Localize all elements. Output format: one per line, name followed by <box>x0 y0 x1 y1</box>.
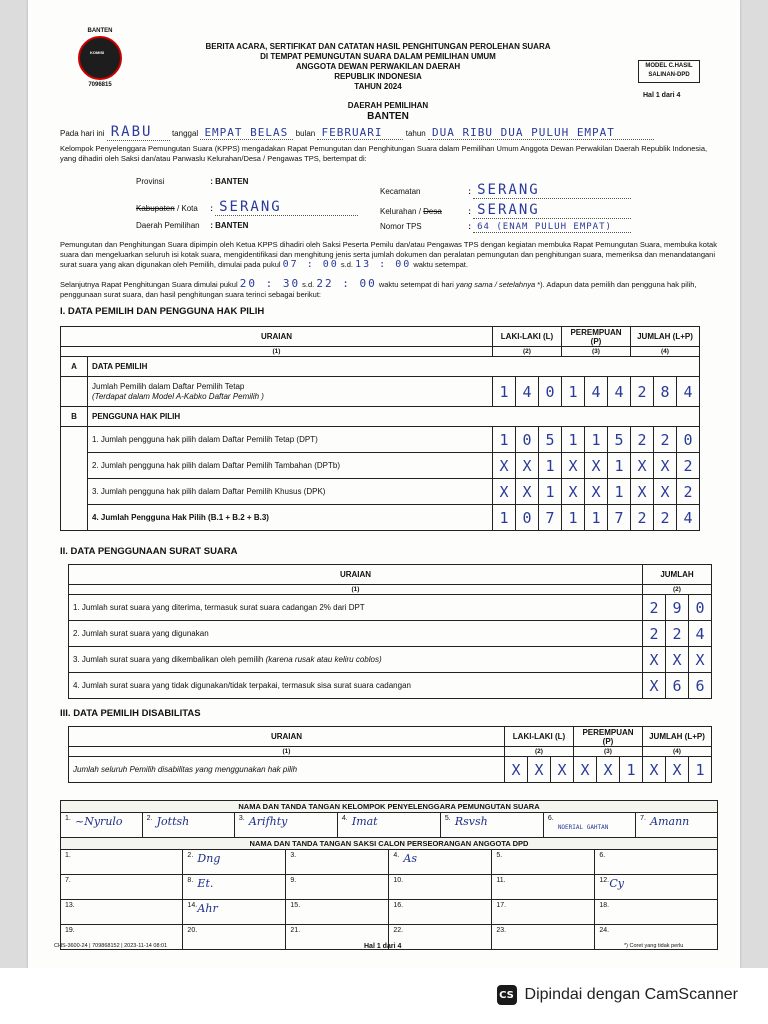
saksi-signature: 17. <box>492 900 595 925</box>
saksi-signature: 20. <box>183 925 286 950</box>
col-num: (2) <box>493 347 562 357</box>
digit-cell: 2 <box>631 505 654 531</box>
footer-page: Hal 1 dari 4 <box>364 943 402 950</box>
counting-option: yang sama / setelahnya <box>455 280 536 289</box>
signature-scribble: Dng <box>197 852 221 865</box>
model-box <box>638 60 700 83</box>
signature-scribble: As <box>403 852 417 865</box>
provinsi-value: BANTEN <box>215 177 249 186</box>
kabupaten-struck: Kabupaten <box>136 204 175 213</box>
col-num: (1) <box>61 347 493 357</box>
seal-icon <box>78 36 122 80</box>
logo-bottom-text: 7096815 <box>88 82 112 88</box>
row-label: 3. Jumlah pengguna hak pilih dalam Daftar Pemilih Khusus (DPK) <box>88 479 493 505</box>
section3-table <box>68 726 712 783</box>
kecamatan-label: Kecamatan <box>380 187 421 196</box>
digit-cell: 8 <box>654 377 677 407</box>
digit-cell: X <box>516 479 539 505</box>
pada-hari-label: Pada hari ini <box>60 129 105 138</box>
saksi-signature: 22. <box>389 925 492 950</box>
saksi-signature: 4. As <box>389 850 492 875</box>
saksi-signature: 18. <box>595 900 718 925</box>
kelurahan-row: Kelurahan / Desa : SERANG <box>380 202 631 219</box>
col-perempuan: PEREMPUAN (P) <box>562 327 631 347</box>
digit-cell: 6 <box>689 673 712 699</box>
row-label: 1. Jumlah surat suara yang diterima, termasuk surat suara cadangan 2% dari DPT <box>69 595 643 621</box>
counting-text: *). Adapun data pemilih dan pengguna hak pilih, penggunaan surat suara, dan hasil penghitungan suara terinci sebagai berikut: <box>60 280 697 299</box>
bulan-value: FEBRUARI <box>321 126 383 139</box>
row-label: 2. Jumlah pengguna hak pilih dalam Daftar Pemilih Tambahan (DPTb) <box>88 453 493 479</box>
digit-cell: 1 <box>608 479 631 505</box>
digit-cell: X <box>528 757 551 783</box>
digit-cell: 2 <box>643 595 666 621</box>
digit-cell: X <box>585 479 608 505</box>
digit-cell: 5 <box>539 427 562 453</box>
kpps-signature: 1. ~Nyrulo <box>61 813 143 838</box>
table-row <box>61 479 700 505</box>
digit-cell: 2 <box>631 377 654 407</box>
section3-title: III. DATA PEMILIH DISABILITAS <box>60 708 201 719</box>
section1-table <box>60 326 700 531</box>
model-line: MODEL C.HASIL <box>645 63 693 69</box>
kota-value: SERANG <box>219 199 282 215</box>
col-uraian: URAIAN <box>61 327 493 347</box>
sd-text: s.d. <box>302 280 315 289</box>
bulan-field <box>317 126 403 140</box>
digit-cell: 2 <box>631 427 654 453</box>
digit-cell: X <box>562 479 585 505</box>
kecamatan-value: SERANG <box>477 182 540 198</box>
saksi-signature: 23. <box>492 925 595 950</box>
digit-cell: 4 <box>677 377 700 407</box>
table-row <box>61 453 700 479</box>
tps-row: Nomor TPS : 64 (ENAM PULUH EMPAT) <box>380 222 631 233</box>
kota-label: / Kota <box>176 204 198 213</box>
digit-cell: 1 <box>539 479 562 505</box>
title-line: BERITA ACARA, SERTIFIKAT DAN CATATAN HASIL PENGHITUNGAN PEROLEHAN SUARA <box>205 42 551 51</box>
tanggal-value: EMPAT BELAS <box>204 126 289 139</box>
signature-scribble: Rsvsh <box>454 815 488 828</box>
row-label-line: Jumlah Pemilih dalam Daftar Pemilih Tetap <box>92 381 245 391</box>
saksi-signature: 9. <box>286 875 389 900</box>
digit-cell: X <box>631 479 654 505</box>
col-laki: LAKI-LAKI (L) <box>493 327 562 347</box>
digit-cell: X <box>505 757 528 783</box>
kpu-logo <box>70 28 130 98</box>
process-paragraph <box>60 240 732 270</box>
section2-table <box>68 564 712 699</box>
dapil-row: Daerah Pemilihan : BANTEN <box>136 221 249 230</box>
camscanner-icon: CS <box>497 985 517 1005</box>
digit-cell: 7 <box>608 505 631 531</box>
saksi-signature: 2. Dng <box>183 850 286 875</box>
digit-cell: 1 <box>493 427 516 453</box>
section1-title: I. DATA PEMILIH DAN PENGGUNA HAK PILIH <box>60 306 265 317</box>
col-num: (1) <box>69 585 643 595</box>
counting-text: waktu setempat di hari <box>378 280 454 289</box>
model-line: SALINAN-DPD <box>648 72 690 78</box>
kecamatan-field <box>473 182 631 199</box>
table-row <box>69 647 712 673</box>
document-title <box>138 42 618 92</box>
kelurahan-value: SERANG <box>477 202 540 218</box>
daerah-pemilihan <box>318 100 458 122</box>
page-number-header: Hal 1 dari 4 <box>643 92 681 99</box>
digit-cell: 1 <box>493 377 516 407</box>
kpps-name: NOERIAL GAHTAN <box>557 824 609 831</box>
digit-cell: X <box>643 757 666 783</box>
col-jumlah: JUMLAH (L+P) <box>631 327 700 347</box>
title-line: TAHUN 2024 <box>354 82 402 91</box>
kecamatan-row: Kecamatan : SERANG <box>380 182 631 199</box>
dapil-label: Daerah Pemilihan <box>136 221 200 230</box>
row-label: Jumlah seluruh Pemilih disabilitas yang menggunakan hak pilih <box>69 757 505 783</box>
process-text: Pemungutan dan Penghitungan Suara dipimpin oleh Ketua KPPS dihadiri oleh Saksi Peserta Pemilu dan/atau Pengawas TPS dengan kegiatan membuka Rapat Pemungutan Suara, membuka kotak suara dan mengeluarkan seluruh isi kotak suara, mengidentifikasi dan menghitung jenis serta jumlah dokumen dan peralatan pemungutan dan penghitungan suara, memeriksa dan menandatangani surat suara yang akan digunakan oleh Pemilih, dimulai pada pukul <box>60 240 717 269</box>
sd-text: s.d. <box>340 260 353 269</box>
kelurahan-field <box>473 202 631 219</box>
digit-cell: 4 <box>585 377 608 407</box>
digit-cell: 1 <box>539 453 562 479</box>
saksi-signature: 11. <box>492 875 595 900</box>
digit-cell: 6 <box>666 673 689 699</box>
digit-cell: X <box>597 757 620 783</box>
row-label <box>69 647 643 673</box>
row-label: 2. Jumlah surat suara yang digunakan <box>69 621 643 647</box>
digit-cell: 2 <box>654 505 677 531</box>
intro-line <box>60 124 654 141</box>
saksi-signature: 12. Cy <box>595 875 718 900</box>
digit-cell: 0 <box>677 427 700 453</box>
camscanner-watermark <box>497 985 738 1005</box>
provinsi-row: Provinsi : BANTEN <box>136 177 249 186</box>
hari-field <box>107 124 170 141</box>
digit-cell: X <box>551 757 574 783</box>
col-num: (4) <box>643 747 712 757</box>
digit-cell: 2 <box>666 621 689 647</box>
col-num: (3) <box>562 347 631 357</box>
camscanner-label: Dipindai dengan CamScanner <box>524 986 738 1003</box>
col-num: (1) <box>69 747 505 757</box>
digit-cell: 5 <box>608 427 631 453</box>
saksi-signature: 6. <box>595 850 718 875</box>
document-page <box>28 0 740 968</box>
row-label <box>88 377 493 407</box>
kelurahan-label: Kelurahan / <box>380 207 421 216</box>
saksi-title: NAMA DAN TANDA TANGAN SAKSI CALON PERSEORANGAN ANGGOTA DPD <box>61 838 718 850</box>
title-line: DI TEMPAT PEMUNGUTAN SUARA DALAM PEMILIHAN UMUM <box>260 52 496 61</box>
col-num: (2) <box>643 585 712 595</box>
tps-label: Nomor TPS <box>380 222 422 231</box>
table-row <box>61 505 700 531</box>
digit-cell: X <box>666 647 689 673</box>
tahun-label: tahun <box>405 129 426 138</box>
digit-cell: X <box>666 757 689 783</box>
digit-cell: 1 <box>620 757 643 783</box>
row-label-note: (karena rusak atau keliru coblos) <box>265 655 382 664</box>
digit-cell: X <box>643 673 666 699</box>
col-uraian: URAIAN <box>69 727 505 747</box>
logo-top-text: BANTEN <box>87 28 113 34</box>
count-start-time: 20 : 30 <box>239 277 301 290</box>
digit-cell: 4 <box>608 377 631 407</box>
saksi-signature: 7. <box>61 875 183 900</box>
digit-cell: X <box>643 647 666 673</box>
digit-cell: 4 <box>516 377 539 407</box>
digit-cell: 1 <box>689 757 712 783</box>
saksi-signature: 5. <box>492 850 595 875</box>
kota-field <box>215 199 358 216</box>
table-row <box>69 621 712 647</box>
digit-cell: 1 <box>585 505 608 531</box>
section-b-label: B <box>61 407 88 427</box>
signature-scribble: Et. <box>197 877 214 890</box>
logo-mid-text: KOMISI <box>90 50 105 55</box>
counting-paragraph <box>60 279 732 300</box>
col-perempuan: PEREMPUAN (P) <box>574 727 643 747</box>
intro-paragraph: Kelompok Penyelenggara Pemungutan Suara (KPPS) mengadakan Rapat Pemungutan dan Penghitungan Suara dalam Pemilihan Umum Anggota Dewan Perwakilan Daerah Republik Indonesia, yang dihadiri oleh Saksi dan/atau Panwaslu Kelurahan/Desa / Pengawas TPS, bertempat di: <box>60 144 708 163</box>
kpps-signature: 7. Amann <box>636 813 718 838</box>
signature-scribble: Jottsh <box>156 815 190 828</box>
row-label-line: (Terdapat dalam Model A-Kabko Daftar Pemilih ) <box>92 391 264 401</box>
daerah-label: DAERAH PEMILIHAN <box>347 101 429 110</box>
digit-cell: X <box>516 453 539 479</box>
kpps-signature: 6. NOERIAL GAHTAN <box>543 813 635 838</box>
digit-cell: 1 <box>562 505 585 531</box>
digit-cell: X <box>654 453 677 479</box>
signature-scribble: Imat <box>351 815 378 828</box>
footer-code: CHS-3600-24 | 709868152 | 2023-11-14 08:01 <box>54 943 168 949</box>
digit-cell: 9 <box>666 595 689 621</box>
kota-row: Kabupaten / Kota : SERANG <box>136 199 358 216</box>
digit-cell: 0 <box>516 505 539 531</box>
provinsi-label: Provinsi <box>136 177 165 186</box>
table-row <box>61 427 700 453</box>
digit-cell: X <box>493 453 516 479</box>
digit-cell: X <box>493 479 516 505</box>
tahun-field <box>428 126 654 140</box>
end-time: 13 : 00 <box>355 259 412 270</box>
digit-cell: 0 <box>689 595 712 621</box>
digit-cell: 2 <box>643 621 666 647</box>
table-row <box>69 673 712 699</box>
row-label: 4. Jumlah Pengguna Hak Pilih (B.1 + B.2 + B.3) <box>88 505 493 531</box>
start-time: 07 : 00 <box>282 259 339 270</box>
digit-cell: X <box>689 647 712 673</box>
digit-cell: X <box>631 453 654 479</box>
table-row <box>69 757 712 783</box>
kpps-signature: 4. Imat <box>337 813 440 838</box>
col-num: (2) <box>505 747 574 757</box>
saksi-signature: 14. Ahr <box>183 900 286 925</box>
saksi-signature: 15. <box>286 900 389 925</box>
tanggal-label: tanggal <box>171 129 199 138</box>
hari-value: RABU <box>110 124 153 140</box>
digit-cell: 1 <box>608 453 631 479</box>
digit-cell: 1 <box>562 427 585 453</box>
row-label: 1. Jumlah pengguna hak pilih dalam Daftar Pemilih Tetap (DPT) <box>88 427 493 453</box>
table-row <box>61 377 700 407</box>
digit-cell: 4 <box>677 505 700 531</box>
table-row <box>69 595 712 621</box>
col-jumlah: JUMLAH (L+P) <box>643 727 712 747</box>
signature-scribble: Cy <box>609 877 624 890</box>
kpps-signature: 3. Arifhty <box>234 813 337 838</box>
saksi-signature: 1. <box>61 850 183 875</box>
kpps-signature: 5. Rsvsh <box>440 813 543 838</box>
saksi-signature: 24. <box>595 925 718 950</box>
saksi-signature: 21. <box>286 925 389 950</box>
waktu-text: waktu setempat. <box>413 260 468 269</box>
section-a-title: DATA PEMILIH <box>88 357 700 377</box>
col-num: (3) <box>574 747 643 757</box>
title-line: ANGGOTA DEWAN PERWAKILAN DAERAH <box>295 62 461 71</box>
footer-note: *) Coret yang tidak perlu <box>624 943 684 949</box>
daerah-value: BANTEN <box>367 111 409 122</box>
kpps-signature: 2. Jottsh <box>142 813 234 838</box>
digit-cell: 2 <box>654 427 677 453</box>
digit-cell: 2 <box>677 479 700 505</box>
bulan-label: bulan <box>295 129 316 138</box>
col-laki: LAKI-LAKI (L) <box>505 727 574 747</box>
dapil-value: BANTEN <box>215 221 249 230</box>
digit-cell: 1 <box>585 427 608 453</box>
saksi-signature: 8. Et. <box>183 875 286 900</box>
col-uraian: URAIAN <box>69 565 643 585</box>
digit-cell: 7 <box>539 505 562 531</box>
digit-cell: 1 <box>493 505 516 531</box>
saksi-signature: 19. <box>61 925 183 950</box>
digit-cell: 0 <box>516 427 539 453</box>
digit-cell: X <box>574 757 597 783</box>
digit-cell: 0 <box>539 377 562 407</box>
signature-scribble: Ahr <box>197 902 218 915</box>
kpps-title: NAMA DAN TANDA TANGAN KELOMPOK PENYELENGGARA PEMUNGUTAN SUARA <box>61 801 718 813</box>
row-label-text: 3. Jumlah surat suara yang dikembalikan oleh pemilih <box>73 655 264 664</box>
count-end-time: 22 : 00 <box>316 277 377 290</box>
signature-scribble: ~Nyrulo <box>75 815 123 828</box>
tanggal-field <box>200 126 293 140</box>
tps-value: 64 (ENAM PULUH EMPAT) <box>477 222 612 232</box>
saksi-signature: 13. <box>61 900 183 925</box>
signature-table <box>60 800 718 950</box>
col-jumlah: JUMLAH <box>643 565 712 585</box>
desa-struck: Desa <box>423 207 442 216</box>
digit-cell: 4 <box>689 621 712 647</box>
digit-cell: X <box>585 453 608 479</box>
digit-cell: 1 <box>562 377 585 407</box>
signature-scribble: Amann <box>650 815 690 828</box>
digit-cell: X <box>654 479 677 505</box>
title-line: REPUBLIK INDONESIA <box>334 72 422 81</box>
col-num: (4) <box>631 347 700 357</box>
saksi-signature: 3. <box>286 850 389 875</box>
digit-cell: 2 <box>677 453 700 479</box>
saksi-signature: 16. <box>389 900 492 925</box>
section-b-title: PENGGUNA HAK PILIH <box>88 407 700 427</box>
row-label: 4. Jumlah surat suara yang tidak digunakan/tidak terpakai, termasuk sisa surat suara cadangan <box>69 673 643 699</box>
signature-scribble: Arifhty <box>248 815 288 828</box>
digit-cell: X <box>562 453 585 479</box>
counting-text: Selanjutnya Rapat Penghitungan Suara dimulai pukul <box>60 280 238 289</box>
tahun-value: DUA RIBU DUA PULUH EMPAT <box>431 126 615 139</box>
section2-title: II. DATA PENGGUNAAN SURAT SUARA <box>60 546 238 557</box>
tps-field <box>473 222 631 233</box>
section-a-label: A <box>61 357 88 377</box>
saksi-signature: 10. <box>389 875 492 900</box>
